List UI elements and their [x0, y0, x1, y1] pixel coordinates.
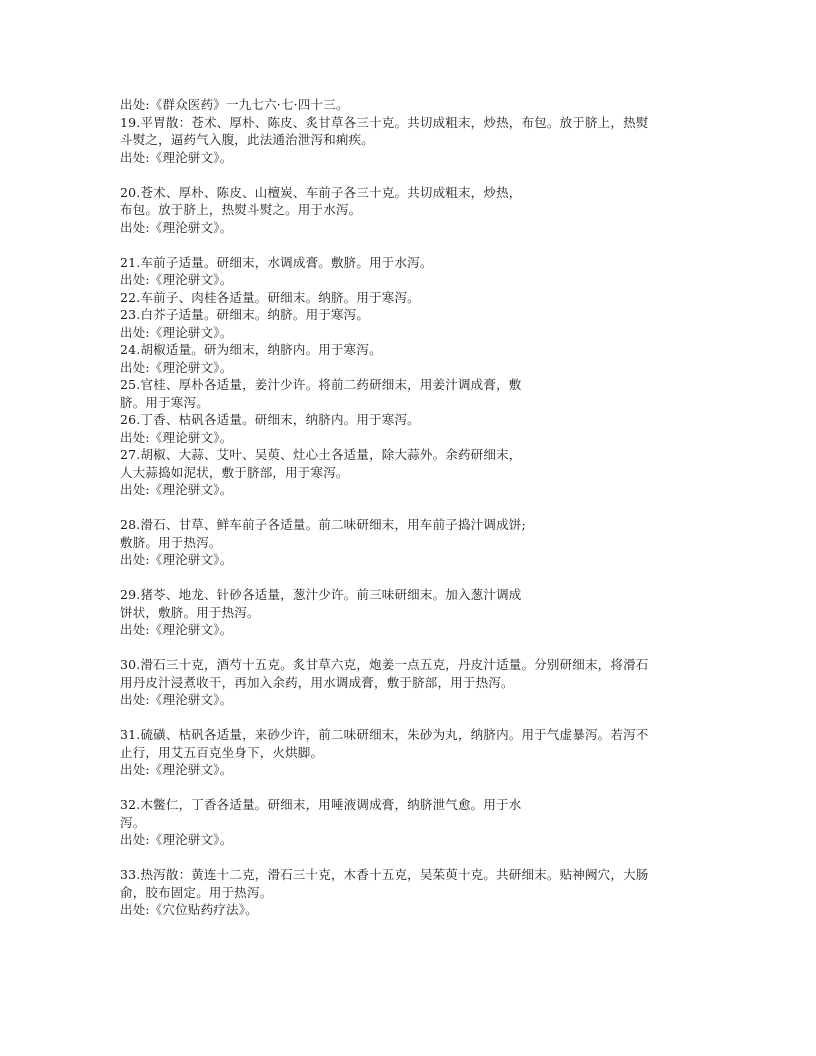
source-line: 出处:《理沦骈文》。 — [120, 149, 233, 165]
entry-26 — [120, 411, 702, 446]
entry-27 — [120, 446, 702, 499]
source-line: 出处:《理论骈文》。 — [120, 324, 233, 340]
source-line: 出处:《理沦骈文》。 — [120, 762, 233, 777]
text-line: 20.苍术、厚朴、陈皮、山檀炭、车前子各三十克。共切成粗末，炒热， — [120, 184, 522, 200]
text-line: 22.车前子、肉桂各适量。研细末。纳脐。用于寒泻。 — [120, 289, 420, 305]
text-line: 止行，用艾五百克坐身下，火烘脚。 — [120, 744, 324, 760]
source-line: 出处:《理沦骈文》。 — [120, 832, 233, 847]
text-line: 布包。放于脐上，热熨斗熨之。用于水泻。 — [120, 202, 362, 217]
entry-29 — [120, 586, 702, 639]
entry-19 — [120, 114, 702, 167]
text-line: 26.丁香、枯矾各适量。研细末，纳脐内。用于寒泻。 — [120, 412, 420, 427]
entry-20 — [120, 184, 702, 237]
entry-25 — [120, 376, 702, 411]
text-line: 25.官桂、厚朴各适量，姜汁少许。将前二药研细末，用姜汁调成膏，敷 — [120, 377, 522, 392]
entry-28 — [120, 516, 702, 569]
text-line: 33.热泻散：黄连十二克，滑石三十克，木香十五克，吴茱萸十克。共研细末。贴神阙穴，大肠 — [120, 867, 649, 882]
source-line: 出处:《理沦骈文》。 — [120, 219, 233, 235]
text-line: 24.胡椒适量。研为细末，纳脐内。用于寒泻。 — [120, 342, 382, 357]
text-line: 29.猪苓、地龙、针砂各适量，葱汁少许。前三味研细末。加入葱汁调成 — [120, 587, 522, 602]
text-line: 28.滑石、甘草、鲜车前子各适量。前二味研细末，用车前子捣汁调成饼; — [120, 517, 526, 532]
entry-24 — [120, 341, 702, 376]
entry-21 — [120, 254, 702, 289]
text-line: 敷脐。用于热泻。 — [120, 534, 222, 550]
entry-source-18 — [120, 96, 702, 114]
entry-23 — [120, 306, 702, 341]
document-body — [120, 96, 702, 919]
text-line: 用丹皮汁浸煮收干，再加入余药，用水调成膏，敷于脐部，用于热泻。 — [120, 674, 514, 690]
source-line: 出处:《理沦骈文》。 — [120, 359, 233, 375]
entry-33 — [120, 866, 702, 919]
text-line: 27.胡椒、大蒜、艾叶、吴萸、灶心土各适量，除大蒜外。余药研细末， — [120, 447, 522, 462]
text-line: 19.平胃散：苍术、厚朴、陈皮、炙甘草各三十克。共切成粗末，炒热，布包。放于脐上，热熨 — [120, 114, 649, 130]
entry-31 — [120, 726, 702, 779]
text-line: 21.车前子适量。研细末，水调成膏。敷脐。用于水泻。 — [120, 254, 433, 270]
source-line: 出处:《理沦骈文》。 — [120, 622, 233, 637]
source-line: 出处:《穴位贴药疗法》。 — [120, 902, 258, 917]
entry-32 — [120, 796, 702, 849]
text-line: 32.木鳖仁，丁香各适量。研细末，用唾液调成膏，纳脐泄气愈。用于水 — [120, 797, 522, 812]
text-line: 31.硫磺、枯矾各适量，来砂少许，前二味研细末，朱砂为丸，纳脐内。用于气虚暴泻。若泻不 — [120, 727, 649, 742]
entry-22 — [120, 289, 702, 307]
text-line: 23.白芥子适量。研细末。纳脐。用于寒泻。 — [120, 307, 370, 322]
source-line: 出处:《理沦骈文》。 — [120, 692, 233, 707]
text-line: 脐。用于寒泻。 — [120, 394, 209, 410]
source-line: 出处:《理论骈文》。 — [120, 429, 233, 445]
text-line: 人大蒜捣如泥状，敷于脐部，用于寒泻。 — [120, 464, 349, 480]
source-line: 出处:《理沦骈文》。 — [120, 272, 233, 287]
text-line: 泻。 — [120, 814, 146, 830]
source-line: 出处:《理沦骈文》。 — [120, 552, 233, 567]
entry-30 — [120, 656, 702, 709]
text-line: 30.滑石三十克，酒芍十五克。炙甘草六克，炮姜一点五克，丹皮汁适量。分别研细末，将滑石 — [120, 657, 649, 672]
text-line: 俞，胶布固定。用于热泻。 — [120, 884, 273, 900]
source-line: 出处:《理沦骈文》。 — [120, 482, 233, 497]
text-line: 出处:《群众医药》一九七六·七·四十三。 — [120, 97, 349, 112]
text-line: 饼状，敷脐。用于热泻。 — [120, 604, 260, 620]
text-line: 斗熨之，逼药气入腹，此法通治泄泻和痢疾。 — [120, 132, 375, 147]
